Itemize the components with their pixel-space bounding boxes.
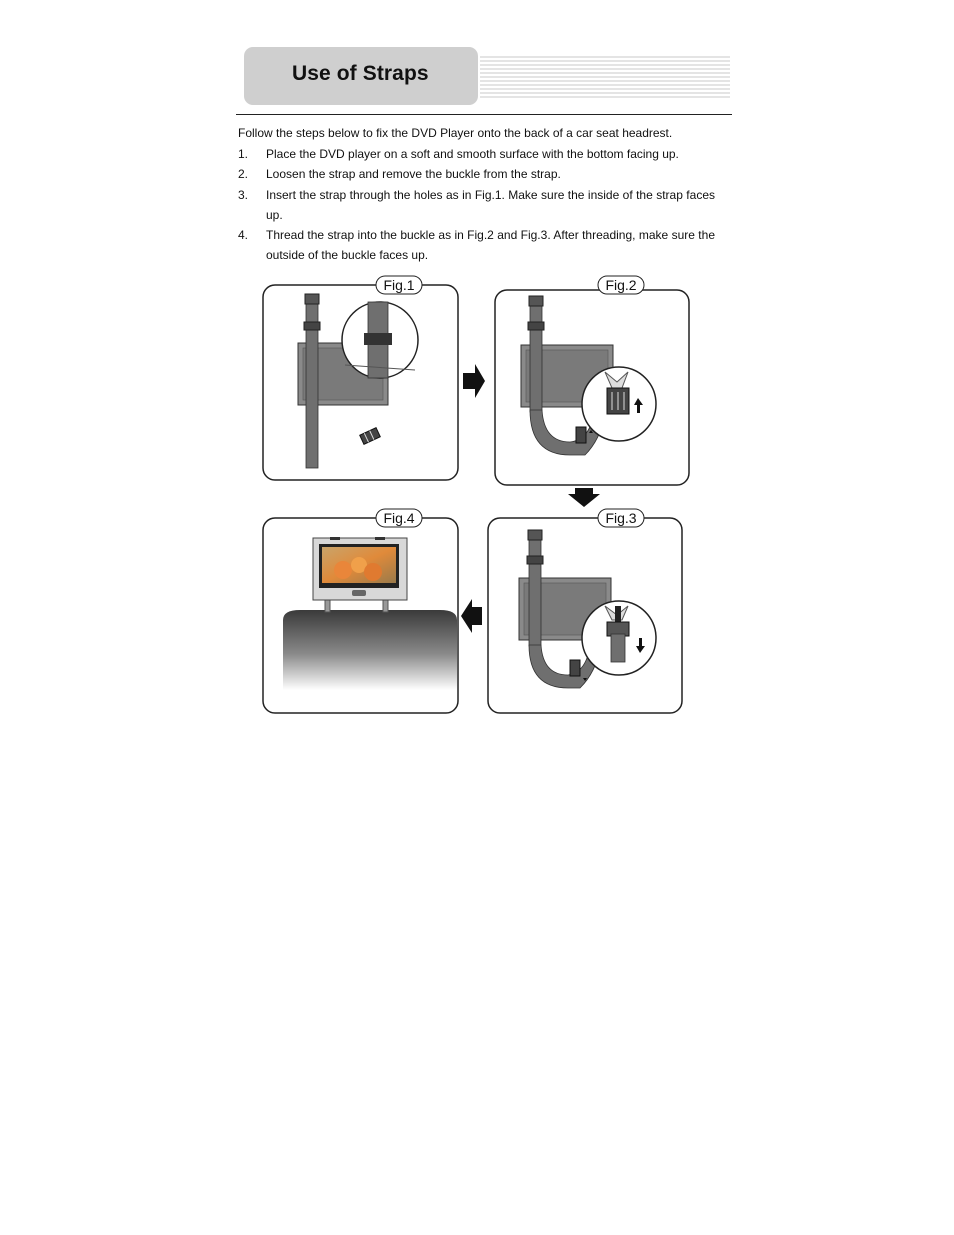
step-text: Insert the strap through the holes as in Fig.1. Make sure the inside of the strap faces up.: [266, 188, 715, 222]
figure-1-panel: [263, 276, 458, 480]
step-2: [238, 164, 715, 184]
step-number: 4.: [238, 228, 249, 242]
step-text: Loosen the strap and remove the buckle from the strap.: [266, 167, 561, 181]
step-4: [238, 225, 715, 265]
header-rule: [236, 114, 732, 115]
figure-1-label: Fig.1: [383, 277, 415, 293]
step-1: [238, 144, 715, 164]
header-decoration-lines: [480, 56, 730, 100]
arrow-right-icon: [463, 364, 485, 398]
step-number: 3.: [238, 188, 249, 202]
step-3: [238, 185, 715, 225]
figure-2-panel: [495, 276, 689, 485]
step-text: Thread the strap into the buckle as in Fig.2 and Fig.3. After threading, make sure the outside of the buckle faces up.: [266, 228, 715, 262]
step-number: 2.: [238, 167, 249, 181]
step-text: Place the DVD player on a soft and smooth surface with the bottom facing up.: [266, 147, 679, 161]
intro-text: Follow the steps below to fix the DVD Player onto the back of a car seat headrest.: [238, 126, 673, 140]
page-title: Use of Straps: [292, 62, 429, 85]
strap-instruction-figures: [255, 270, 705, 720]
figure-2-label: Fig.2: [605, 277, 637, 293]
arrow-left-icon: [461, 599, 482, 633]
figure-3-panel: [488, 509, 682, 713]
figure-4-panel: [263, 509, 458, 713]
step-number: 1.: [238, 147, 249, 161]
arrow-down-icon: [568, 488, 600, 507]
figure-4-label: Fig.4: [383, 510, 415, 526]
figure-3-label: Fig.3: [605, 510, 637, 526]
